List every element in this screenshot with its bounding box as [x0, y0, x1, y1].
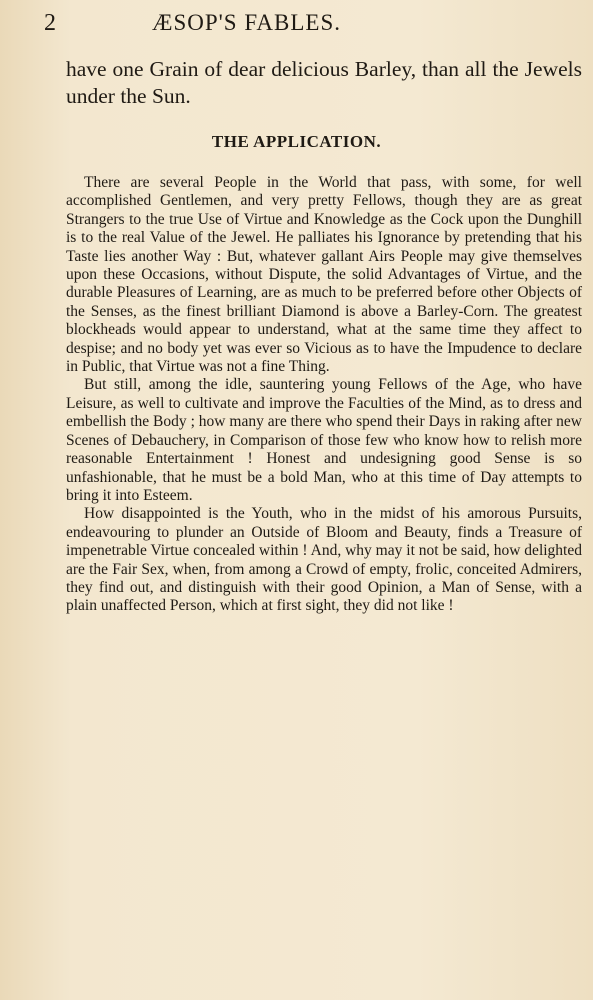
- running-title: ÆSOP'S FABLES.: [152, 10, 342, 35]
- carry-over-text: have one Grain of dear delicious Barley, than all the Jewels under the Sun.: [66, 57, 582, 108]
- page-number: 2: [44, 10, 56, 36]
- paragraph-3: How disappointed is the Youth, who in the midst of his amorous Pursuits, endeavouring to plunder an Outside of Bloom and Beauty, finds a Treasure of impenetrable Virtue concealed within ! And, why may it not be said, how delighted are the Fair Sex, when, from among a Crowd of empty, frolic, conceited Admirers, they find out, and distinguish with their good Opinion, a Man of Sense, with a plain unaffected Person, which at first sight, they did not like !: [66, 505, 582, 615]
- section-heading: THE APPLICATION.: [211, 132, 382, 151]
- running-head: [44, 8, 584, 38]
- paragraph-1: There are several People in the World that pass, with some, for well accomplished Gentlemen, and very pretty Fellows, though they are as great Strangers to the true Use of Virtue and Knowledge as the Cock upon the Dunghill is to the real Value of the Jewel. He palliates his Ignorance by pretending that his Taste lies another Way : But, whatever gallant Airs People may give themselves upon these Occasions, without Dispute, the solid Advantages of Virtue, and the durable Pleasures of Learning, are as much to be preferred before other Objects of the Senses, as the finest brilliant Diamond is above a Barley-Corn. The greatest blockheads would appear to understand, what at the same time they affect to despise; and no body yet was ever so Vicious as to have the Impudence to declare in Public, that Virtue was not a fine Thing.: [66, 174, 582, 376]
- application-body: [66, 174, 582, 616]
- paragraph-2: But still, among the idle, sauntering young Fellows of the Age, who have Leisure, as well to cultivate and improve the Faculties of the Mind, as to dress and embellish the Body ; how many are there who spend their Days in raking after new Scenes of Debauchery, in Comparison of those few who know how to relish more reasonable Entertainment ! Honest and undesigning good Sense is so unfashionable, that he must be a bold Man, who at this time of Day attempts to bring it into Esteem.: [66, 376, 582, 504]
